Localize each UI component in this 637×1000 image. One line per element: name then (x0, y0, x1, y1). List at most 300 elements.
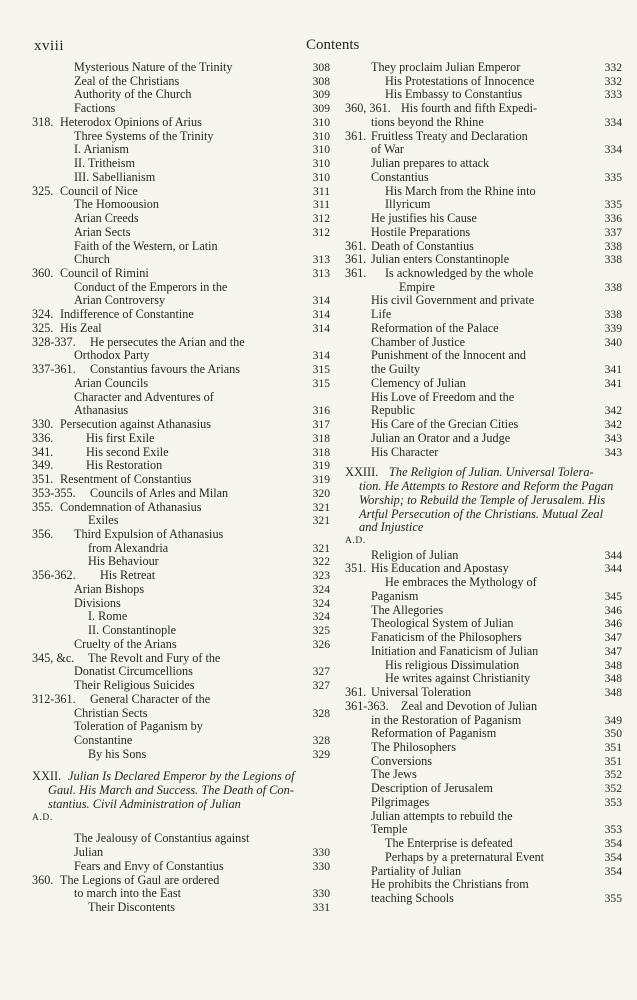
entry-date: 349. (32, 458, 54, 473)
entry-page-number: 355 (604, 892, 622, 906)
entry-page-number: 332 (604, 61, 622, 74)
entry-text: His first Exile (86, 430, 155, 445)
entry-page-number: 348 (604, 686, 622, 700)
toc-entry (345, 349, 622, 363)
entry-page-number: 332 (604, 74, 622, 88)
entry-page-number: 308 (312, 74, 330, 88)
chapter-heading-line (345, 508, 622, 522)
entry-page-number: 320 (312, 486, 330, 500)
entry-text: Authority of the Church (74, 87, 192, 102)
entry-page-number: 351 (604, 754, 622, 768)
toc-entry (32, 832, 330, 846)
toc-entry (345, 116, 622, 130)
entry-text: His civil Government and private (371, 293, 535, 308)
entry-text: A.D. (32, 812, 53, 823)
toc-entry (32, 212, 330, 226)
entry-page-number: 351 (604, 740, 622, 754)
entry-text: Constantius (371, 169, 429, 184)
toc-entry (32, 693, 330, 707)
toc-entry (32, 377, 330, 391)
toc-entry (345, 240, 622, 254)
entry-text: His fourth and fifth Expedi- (401, 101, 538, 116)
entry-text: The Philosophers (371, 739, 456, 754)
toc-entry (345, 253, 622, 267)
toc-entry (32, 555, 330, 569)
toc-entry (32, 75, 330, 89)
toc-entry (345, 157, 622, 171)
entry-date: 345, &c. (32, 650, 75, 665)
chapter-heading-line (32, 784, 330, 798)
entry-page-number: 310 (312, 157, 330, 171)
toc-entry (345, 631, 622, 645)
entry-page-number: 321 (312, 500, 330, 514)
entry-page-number: 344 (604, 562, 622, 576)
entry-page-number: 324 (312, 610, 330, 624)
entry-text: His second Exile (86, 444, 169, 459)
entry-text: Persecution against Athanasius (60, 417, 211, 432)
entry-text: He persecutes the Arian and the (90, 334, 245, 349)
toc-entry (345, 102, 622, 116)
entry-page-number: 336 (604, 212, 622, 226)
chapter-number: XXIII. (345, 465, 379, 480)
toc-entry (345, 562, 622, 576)
entry-date: 325. (32, 320, 54, 335)
toc-entry (345, 418, 622, 432)
entry-text: Julian prepares to attack (371, 156, 490, 171)
entry-text: Illyricum (385, 197, 431, 212)
entry-page-number: 348 (604, 672, 622, 686)
toc-entry (345, 851, 622, 865)
toc-entry (345, 281, 622, 295)
entry-text: By his Sons (88, 746, 147, 761)
entry-text: teaching Schools (371, 891, 454, 906)
entry-page-number: 345 (604, 589, 622, 603)
entry-text: Universal Toleration (371, 685, 472, 700)
entry-page-number: 310 (312, 143, 330, 157)
toc-entry (32, 874, 330, 888)
toc-entry (32, 679, 330, 693)
toc-entry (32, 487, 330, 501)
entry-date: 351. (32, 472, 54, 487)
entry-text: Pilgrimages (371, 794, 430, 809)
toc-entry (32, 542, 330, 556)
chapter-title: Artful Persecution of the Christians. Mutual Zeal (359, 506, 604, 521)
toc-entry (345, 810, 622, 824)
entry-text: His Character (371, 444, 439, 459)
entry-text: Paganism (371, 588, 419, 603)
entry-text: Resentment of Constantius (60, 472, 192, 487)
entry-text: The Revolt and Fury of the (88, 650, 221, 665)
entry-text: Fruitless Treaty and Declaration (371, 128, 528, 143)
toc-entry (32, 501, 330, 515)
entry-page-number: 326 (312, 637, 330, 651)
entry-text: Faith of the Western, or Latin (74, 238, 218, 253)
toc-entry (32, 446, 330, 460)
entry-page-number: 313 (312, 253, 330, 267)
entry-text: His Retreat (100, 568, 156, 583)
entry-text: Indifference of Constantine (60, 307, 194, 322)
entry-text: Character and Adventures of (74, 389, 214, 404)
toc-entry (32, 116, 330, 130)
toc-entry (345, 336, 622, 350)
entry-page-number: 314 (312, 349, 330, 363)
toc-entry (32, 61, 330, 75)
entry-text: Three Systems of the Trinity (74, 128, 214, 143)
toc-entry (345, 672, 622, 686)
entry-page-number: 311 (313, 184, 330, 198)
toc-entry (32, 404, 330, 418)
entry-date: 360. (32, 266, 54, 281)
toc-entry (32, 514, 330, 528)
entry-page-number: 314 (312, 308, 330, 322)
chapter-heading-line (32, 770, 330, 784)
entry-date: 324. (32, 307, 54, 322)
entry-page-number: 318 (312, 445, 330, 459)
entry-page-number: 340 (604, 335, 622, 349)
toc-entry (345, 576, 622, 590)
toc-entry (32, 846, 330, 860)
contents-column-left (32, 61, 330, 915)
entry-text: Reformation of the Palace (371, 320, 499, 335)
entry-text: Republic (371, 403, 416, 418)
toc-entry (345, 88, 622, 102)
toc-entry (32, 336, 330, 350)
entry-page-number: 319 (312, 473, 330, 487)
entry-date: 356-362. (32, 568, 76, 583)
entry-text: Mysterious Nature of the Trinity (74, 60, 233, 74)
entry-date: 312-361. (32, 691, 76, 706)
toc-entry (32, 860, 330, 874)
toc-entry (32, 253, 330, 267)
chapter-heading-line (32, 798, 330, 812)
toc-entry (345, 837, 622, 851)
toc-entry (32, 418, 330, 432)
entry-page-number: 324 (312, 596, 330, 610)
entry-page-number: 350 (604, 727, 622, 741)
toc-entry (32, 267, 330, 281)
entry-date: 318. (32, 114, 54, 129)
entry-text: I. Rome (88, 609, 128, 624)
entry-text: Julian attempts to rebuild the (371, 808, 513, 823)
toc-entry (32, 130, 330, 144)
entry-page-number: 354 (604, 850, 622, 864)
entry-text: Julian (74, 845, 104, 860)
entry-text: the Guilty (371, 362, 421, 377)
toc-entry (32, 652, 330, 666)
entry-text: Constantius favours the Arians (90, 362, 240, 377)
toc-entry (345, 645, 622, 659)
entry-page-number: 308 (312, 61, 330, 74)
entry-page-number: 323 (312, 569, 330, 583)
entry-text: His Education and Apostasy (371, 561, 509, 576)
toc-entry (32, 308, 330, 322)
entry-text: Julian an Orator and a Judge (371, 430, 511, 445)
toc-entry (345, 617, 622, 631)
entry-date: 355. (32, 499, 54, 514)
chapter-heading-line (345, 466, 622, 480)
toc-entry (345, 823, 622, 837)
entry-text: Their Discontents (88, 900, 175, 915)
entry-page-number: 335 (604, 170, 622, 184)
entry-page-number: 343 (604, 431, 622, 445)
entry-page-number: 341 (604, 376, 622, 390)
entry-page-number: 346 (604, 617, 622, 631)
entry-page-number: 347 (604, 631, 622, 645)
toc-entry (32, 748, 330, 762)
toc-entry (345, 294, 622, 308)
toc-entry (345, 212, 622, 226)
toc-entry (345, 590, 622, 604)
toc-entry (345, 714, 622, 728)
toc-entry (345, 267, 622, 281)
toc-entry (345, 171, 622, 185)
entry-text: Conduct of the Emperors in the (74, 279, 228, 294)
entry-text: Factions (74, 101, 116, 116)
toc-entry (32, 638, 330, 652)
chapter-title: stantius. Civil Administration of Julian (48, 796, 241, 811)
running-head: Contents (306, 37, 360, 53)
toc-entry (32, 432, 330, 446)
entry-text: Conversions (371, 753, 432, 768)
toc-entry (32, 734, 330, 748)
entry-date: 341. (32, 444, 54, 459)
toc-entry (32, 887, 330, 901)
entry-text: Life (371, 307, 392, 322)
entry-page-number: 312 (312, 212, 330, 226)
toc-entry (32, 665, 330, 679)
entry-page-number: 333 (604, 88, 622, 102)
entry-page-number: 309 (312, 88, 330, 102)
toc-entry (32, 569, 330, 583)
entry-text: Arian Bishops (74, 581, 145, 596)
entry-text: Arian Sects (74, 224, 131, 239)
toc-entry (345, 549, 622, 563)
entry-text: Clemency of Julian (371, 375, 466, 390)
chapter-heading-line (345, 494, 622, 508)
entry-text: III. Sabellianism (74, 169, 156, 184)
entry-page-number: 328 (312, 706, 330, 720)
entry-text: Julian enters Constantinople (371, 252, 510, 267)
entry-text: His Zeal (60, 320, 102, 335)
entry-text: Religion of Julian (371, 547, 459, 562)
entry-text: His Behaviour (88, 554, 159, 569)
entry-page-number: 321 (312, 514, 330, 528)
toc-entry (345, 322, 622, 336)
toc-entry (32, 240, 330, 254)
entry-page-number: 325 (312, 624, 330, 638)
entry-text: He justifies his Cause (371, 211, 477, 226)
toc-entry (345, 308, 622, 322)
entry-text: His religious Dissimulation (385, 657, 520, 672)
toc-entry (32, 901, 330, 915)
toc-entry (32, 459, 330, 473)
entry-text: I. Arianism (74, 142, 129, 157)
entry-text: He writes against Christianity (385, 671, 531, 686)
entry-page-number: 352 (604, 768, 622, 782)
entry-text: Council of Nice (60, 183, 138, 198)
entry-page-number: 352 (604, 782, 622, 796)
entry-page-number: 335 (604, 198, 622, 212)
toc-entry (345, 741, 622, 755)
toc-entry (32, 624, 330, 638)
entry-text: Toleration of Paganism by (74, 719, 203, 734)
toc-entry (345, 782, 622, 796)
entry-page-number: 316 (312, 404, 330, 418)
entry-text: Cruelty of the Arians (74, 636, 177, 651)
entry-page-number: 354 (604, 864, 622, 878)
entry-text: Arian Creeds (74, 211, 139, 226)
entry-page-number: 314 (312, 321, 330, 335)
entry-page-number: 324 (312, 582, 330, 596)
entry-text: The Legions of Gaul are ordered (60, 872, 220, 887)
entry-date: 353-355. (32, 485, 76, 500)
entry-page-number: 334 (604, 115, 622, 129)
entry-text: General Character of the (90, 691, 211, 706)
entry-page-number: 342 (604, 404, 622, 418)
entry-page-number: 342 (604, 418, 622, 432)
entry-text: Hostile Preparations (371, 224, 471, 239)
entry-page-number: 311 (313, 198, 330, 212)
toc-entry (345, 61, 622, 75)
contents-column-right (345, 61, 622, 906)
toc-entry (32, 198, 330, 212)
toc-entry (32, 597, 330, 611)
entry-page-number: 341 (604, 363, 622, 377)
toc-entry (345, 892, 622, 906)
entry-text: His Protestations of Innocence (385, 73, 535, 88)
toc-entry (345, 143, 622, 157)
entry-page-number: 318 (312, 431, 330, 445)
toc-entry (32, 363, 330, 377)
entry-text: Fanaticism of the Philosophers (371, 630, 522, 645)
entry-date: 330. (32, 417, 54, 432)
entry-page-number: 309 (312, 102, 330, 116)
entry-text: to march into the East (74, 886, 181, 901)
toc-entry (345, 198, 622, 212)
entry-text: Zeal and Devotion of Julian (401, 698, 538, 713)
entry-text: Athanasius (74, 403, 129, 418)
entry-text: His March from the Rhine into (385, 183, 536, 198)
entry-page-number: 338 (604, 253, 622, 267)
entry-text: His Love of Freedom and the (371, 389, 515, 404)
toc-entry (32, 720, 330, 734)
toc-entry (345, 75, 622, 89)
entry-text: His Restoration (86, 458, 163, 473)
entry-text: II. Tritheism (74, 156, 135, 171)
entry-text: He embraces the Mythology of (385, 575, 537, 590)
entry-page-number: 334 (604, 143, 622, 157)
chapter-heading-line (345, 480, 622, 494)
entry-text: The Allegories (371, 602, 444, 617)
toc-entry (345, 604, 622, 618)
entry-date: 325. (32, 183, 54, 198)
entry-page-number: 354 (604, 837, 622, 851)
toc-entry (345, 878, 622, 892)
entry-text: tions beyond the Rhine (371, 114, 484, 129)
toc-entry (32, 185, 330, 199)
entry-date: 360, 361. (345, 101, 391, 116)
toc-entry (345, 686, 622, 700)
toc-entry (32, 473, 330, 487)
entry-page-number: 330 (312, 887, 330, 901)
toc-entry (345, 391, 622, 405)
toc-entry (32, 294, 330, 308)
entry-text: The Enterprise is defeated (385, 836, 513, 851)
entry-page-number: 346 (604, 603, 622, 617)
entry-text: II. Constantinople (88, 623, 177, 638)
entry-text: Empire (399, 279, 435, 294)
toc-entry (345, 755, 622, 769)
entry-page-number: 344 (604, 548, 622, 562)
toc-entry (32, 171, 330, 185)
entry-date: 361. (345, 266, 367, 281)
entry-page-number: 321 (312, 541, 330, 555)
entry-page-number: 338 (604, 308, 622, 322)
entry-text: Zeal of the Christians (74, 73, 180, 88)
entry-page-number: 310 (312, 129, 330, 143)
entry-page-number: 313 (312, 267, 330, 281)
entry-text: Exiles (88, 513, 119, 528)
entry-text: Councils of Arles and Milan (90, 485, 229, 500)
entry-date: 361. (345, 685, 367, 700)
entry-page-number: 310 (312, 170, 330, 184)
entry-text: Divisions (74, 595, 121, 610)
toc-entry (345, 659, 622, 673)
entry-text: Condemnation of Athanasius (60, 499, 202, 514)
toc-entry (345, 727, 622, 741)
toc-entry (32, 349, 330, 363)
entry-page-number: 347 (604, 644, 622, 658)
entry-text: Temple (371, 822, 408, 837)
toc-entry (32, 391, 330, 405)
entry-text: Their Religious Suicides (74, 678, 195, 693)
entry-page-number: 312 (312, 225, 330, 239)
entry-text: Punishment of the Innocent and (371, 348, 527, 363)
entry-text: He prohibits the Christians from (371, 877, 529, 892)
entry-text: Constantine (74, 732, 133, 747)
entry-page-number: 315 (312, 376, 330, 390)
entry-date: 361. (345, 252, 367, 267)
entry-page-number: 338 (604, 280, 622, 294)
toc-entry (345, 185, 622, 199)
toc-entry (32, 226, 330, 240)
entry-text: A.D. (345, 535, 366, 546)
entry-date: 336. (32, 430, 54, 445)
toc-entry (345, 130, 622, 144)
entry-text: Fears and Envy of Constantius (74, 858, 224, 873)
entry-text: of War (371, 142, 404, 157)
chapter-title: Julian Is Declared Emperor by the Legions of (68, 769, 295, 784)
chapter-title: and Injustice (359, 520, 424, 535)
toc-entry (345, 432, 622, 446)
ad-label (345, 535, 622, 549)
entry-date: 361. (345, 238, 367, 253)
toc-entry (345, 700, 622, 714)
toc-entry (32, 610, 330, 624)
entry-text: Third Expulsion of Athanasius (74, 526, 224, 541)
entry-page-number: 353 (604, 823, 622, 837)
ad-label (32, 812, 330, 826)
entry-text: Arian Controversy (74, 293, 166, 308)
entry-text: Donatist Circumcellions (74, 664, 193, 679)
entry-date: 356. (32, 526, 54, 541)
entry-page-number: 330 (312, 846, 330, 860)
entry-page-number: 353 (604, 795, 622, 809)
entry-text: The Jealousy of Constantius against (74, 831, 250, 846)
toc-entry (345, 796, 622, 810)
entry-text: in the Restoration of Paganism (371, 712, 522, 727)
toc-entry (345, 404, 622, 418)
